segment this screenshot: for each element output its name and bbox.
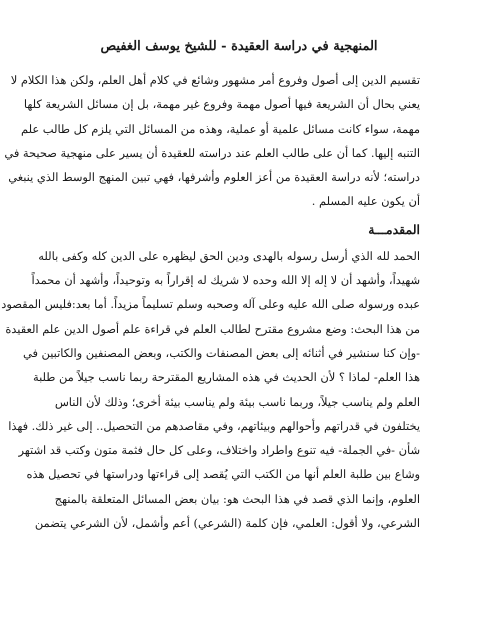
body-paragraph [1, 244, 420, 536]
body-line: يختلفون في قدراتهم وأحوالهم وبيئاتهم، وفي مقاصدهم من التحصيل.. إلى غير ذلك. فهذا [8, 418, 420, 433]
intro-line: تقسيم الدين إلى أصول وفروع أمر مشهور وشائع في كلام أهل العلم، ولكن هذا الكلام لا [10, 73, 420, 87]
intro-line: دراسته؛ لأنه دراسة العقيدة من أعز العلوم وأشرفها، فهي تبين المنهج الوسط الذي ينبغي [8, 170, 420, 185]
document-title: المنهجية في دراسة العقيدة - للشيخ يوسف الغفيص [100, 39, 378, 54]
intro-line: مهمة، سواء كانت مسائل علمية أو عملية، وهذه من المسائل التي يلزم كل طالب علم [21, 121, 420, 136]
body-line: وشاع بين طلبة العلم أنها من الكتب التي يُقصد إلى قراءتها ودراستها في تحصيل هذه [26, 467, 420, 482]
section-heading-introduction: المقدمـــة [368, 221, 420, 237]
body-line: الشرعي، ولا أقول: العلمي، فإن كلمة (الشرعي) أعم وأشمل، لأن الشرعي يتضمن [34, 516, 420, 531]
intro-line: التنبه إليها. كما أن على طالب العلم عند دراسته للعقيدة أن يسير على منهجية صحيحة في [4, 145, 420, 160]
body-line: هذا العلم- لماذا ؟ لأن الحديث في هذه المشاريع المقترحة ربما ناسب جيلاً من طلبة [32, 370, 420, 385]
body-line: العلوم، وإنما الذي قصد في هذا البحث هو: بيان بعض المسائل المتعلقة بالمنهج [54, 491, 420, 506]
body-line: العلم ولم يناسب جيلاً، وربما ناسب بيئة ولم يناسب بيئة أخرى؛ وذلك لأن الناس [54, 394, 420, 409]
body-line: شأن -في الجملة- فيه تنوع واطراد واختلاف، وعلى كل حال فثمة متون وكتب قد اشتهر [18, 443, 420, 458]
intro-paragraph [4, 68, 420, 214]
body-line: -وإن كنا سنشير في أثنائه إلى بعض المصنفات والكتب، وبعض المصنفين والكاتبين في [22, 345, 420, 360]
intro-line: أن يكون عليه المسلم . [311, 194, 420, 209]
body-line: الحمد لله الذي أرسل رسوله بالهدى ودين الحق ليظهره على الدين كله وكفى بالله [38, 248, 420, 263]
intro-line: يعني بحال أن الشريعة فيها أصول مهمة وفروع غير مهمة، بل إن مسائل الشريعة كلها [23, 97, 420, 112]
body-line: عبده ورسوله صلى الله عليه وعلى آله وصحبه وسلم تسليماً مزيداً. أما بعد:فليس المقصود [1, 297, 420, 312]
body-line: شهيداً، وأشهد أن لا إله إلا الله وحده لا شريك له إقراراً به وتوحيداً، وأشهد أن محمداً [31, 273, 420, 288]
body-line: من هذا البحث: وضع مشروع مقترح لطالب العلم في قراءة علم أصول الدين علم العقيدة [5, 321, 420, 336]
